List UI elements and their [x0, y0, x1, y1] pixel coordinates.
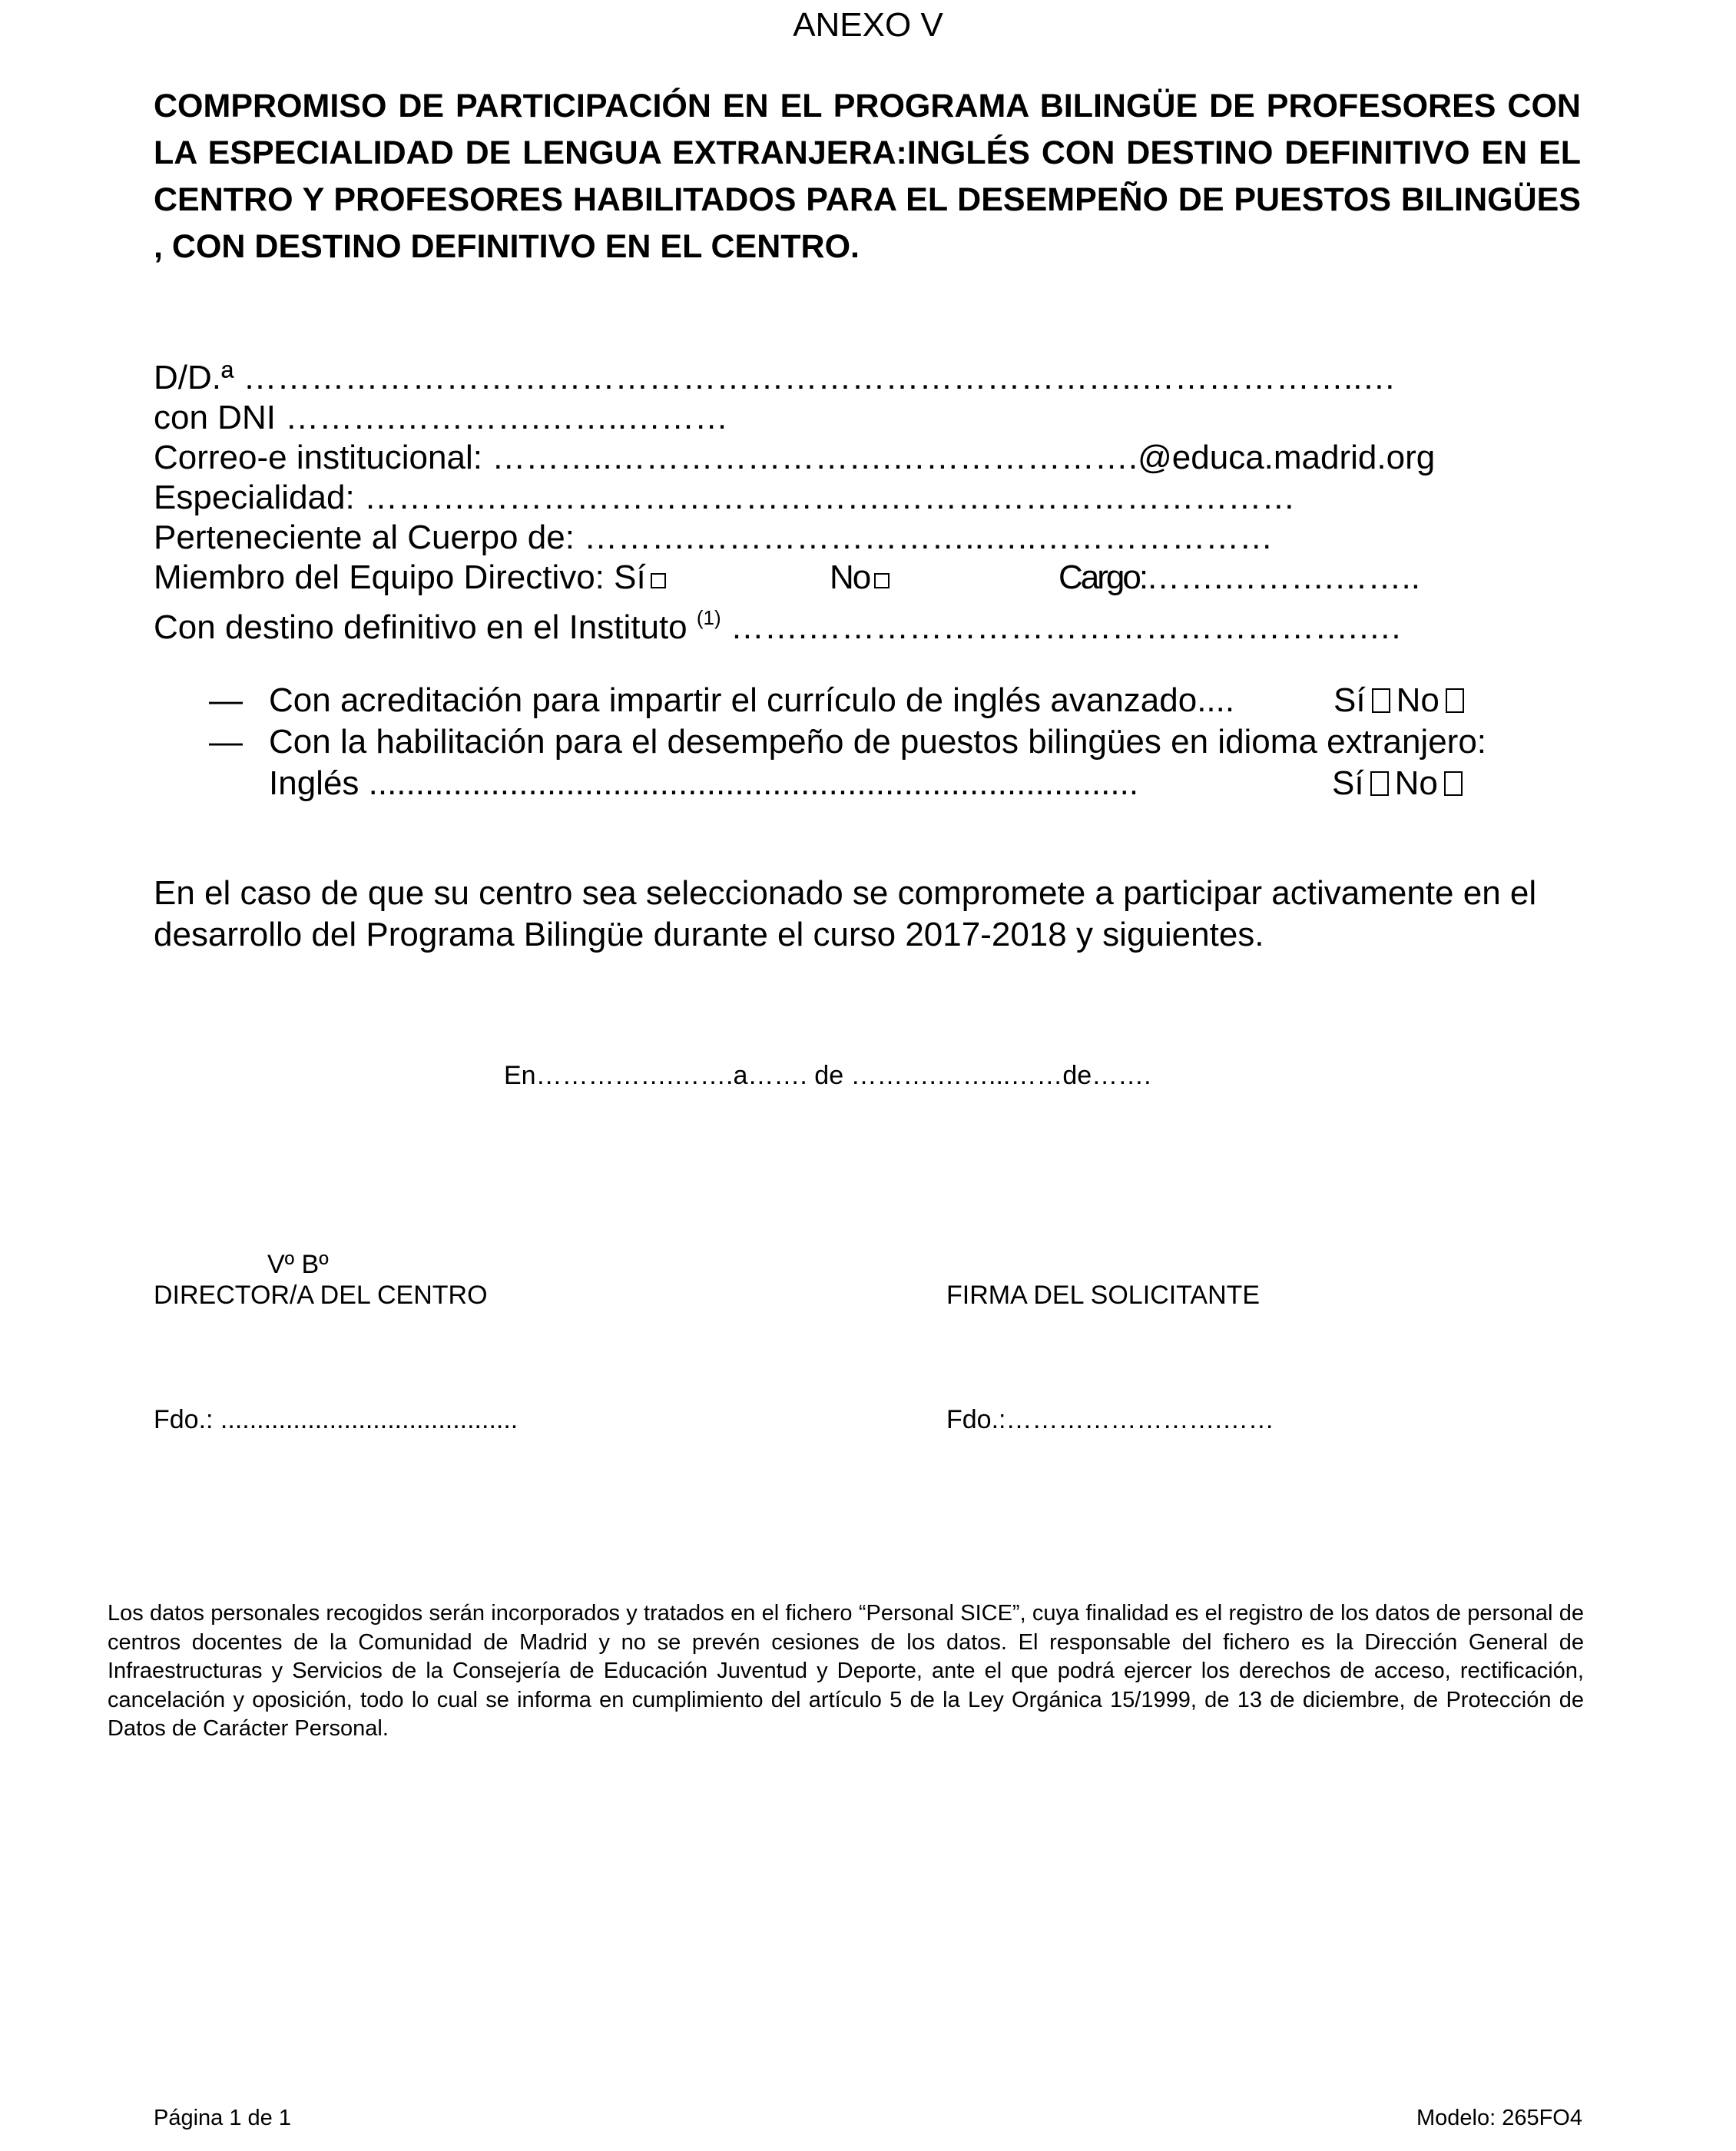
- item-accreditation: [209, 681, 1234, 721]
- field-board-label: Miembro del Equipo Directivo: Sí: [154, 558, 646, 596]
- board-cargo-blank[interactable]: …….……….……..: [1146, 558, 1420, 596]
- applicant-title: FIRMA DEL SOLICITANTE: [946, 1281, 1261, 1310]
- field-email-blank[interactable]: ………..…………………….…………………: [492, 439, 1128, 476]
- field-name: [154, 358, 1396, 398]
- field-email-suffix: .@educa.madrid.org: [1128, 439, 1436, 476]
- board-cargo-label: Cargo:: [1058, 558, 1147, 596]
- field-email: [154, 438, 1435, 478]
- item-habilitation-english: Inglés ..................................................................................: [269, 764, 1139, 802]
- privacy-notice: Los datos personales recogidos serán incorporados y tratados en el fichero “Personal SICE”, cuya finalidad es el registro de los datos de personal de centros docentes de la Comunidad de Madrid y no se prevén cesiones de los datos. El responsable del fichero es la Dirección General de Infraestructuras y Servicios de la Consejería de Educación Juventud y Deporte, ante el que podrá ejercer los derechos de acceso, rectificación, cancelación y oposición, todo lo cual se informa en cumplimiento del artículo 5 de la Ley Orgánica 15/1999, de 13 de diciembre, de Protección de Datos de Carácter Personal.: [108, 1601, 1584, 1741]
- place-date-line[interactable]: En…………….…….a……. de ……….……...……de…….: [504, 1061, 1151, 1090]
- field-dni-label: con DNI: [154, 399, 276, 436]
- document-heading: COMPROMISO DE PARTICIPACIÓN EN EL PROGRAMA BILINGÜE DE PROFESORES CON LA ESPECIALIDAD DE LENGUA EXTRANJERA:INGLÉS CON DESTINO DEFINITIVO EN EL CENTRO Y PROFESORES HABILITADOS PARA EL DESEMPEÑO DE PUESTOS BILINGÜES , CON DESTINO DEFINITIVO EN EL CENTRO.: [154, 88, 1581, 265]
- field-specialty-label: Especialidad:: [154, 479, 355, 516]
- destination-footnote-mark: (1): [696, 606, 721, 629]
- item-accreditation-text: Con acreditación para impartir el currículo de inglés avanzado....: [269, 681, 1235, 719]
- board-no-label: No: [830, 558, 870, 596]
- item-habilitation-text: Con la habilitación para el desempeño de puestos bilingües en idioma extranjero:: [269, 723, 1487, 761]
- board-yes-checkbox[interactable]: [651, 573, 666, 588]
- field-body-blank[interactable]: ……….……………………..…..…………………: [584, 519, 1274, 556]
- accreditation-no-checkbox[interactable]: [1446, 688, 1464, 713]
- model-number: Modelo: 265FO4: [1416, 2106, 1582, 2130]
- habilitation-no-checkbox[interactable]: [1444, 771, 1463, 796]
- item-dash: —: [209, 723, 243, 761]
- item-habilitation-yes-label: Sí: [1332, 764, 1364, 802]
- field-body-label: Perteneciente al Cuerpo de:: [154, 519, 575, 556]
- field-name-label: D/D.ª: [154, 359, 234, 396]
- field-dni: [154, 398, 728, 438]
- item-habilitation-no-label: No: [1394, 764, 1438, 802]
- field-specialty-blank[interactable]: ……….……………………………….………………………………: [363, 479, 1296, 516]
- field-email-label: Correo-e institucional:: [154, 439, 482, 476]
- field-destination: [154, 598, 1401, 648]
- director-title: DIRECTOR/A DEL CENTRO: [154, 1281, 488, 1310]
- annex-title: ANEXO V: [793, 6, 943, 44]
- item-accreditation-no-label: No: [1396, 681, 1439, 719]
- field-body: [154, 518, 1273, 558]
- item-habilitation: [209, 722, 1486, 762]
- item-dash: —: [209, 681, 243, 719]
- vobo-label: Vº Bº: [267, 1250, 329, 1279]
- field-destination-blank[interactable]: …….………………………………………….….: [730, 608, 1401, 646]
- commitment-paragraph: En el caso de que su centro sea seleccionado se compromete a participar activamente en el desarrollo del Programa Bilingüe durante el curso 2017-2018 y siguientes.: [154, 874, 1537, 953]
- page-number: Página 1 de 1: [154, 2106, 291, 2130]
- accreditation-yes-checkbox[interactable]: [1372, 688, 1390, 713]
- board-no-checkbox[interactable]: [874, 573, 890, 588]
- field-destination-label: Con destino definitivo en el Instituto: [154, 608, 687, 646]
- field-board: [154, 558, 1475, 598]
- item-habilitation-options: [1332, 764, 1469, 804]
- applicant-signature-line[interactable]: Fdo.:…………………….……: [946, 1405, 1274, 1434]
- item-accreditation-options: [1333, 681, 1470, 721]
- field-specialty: [154, 478, 1295, 518]
- field-name-blank[interactable]: ……………………………………………………………………..………………..…: [243, 359, 1396, 396]
- habilitation-yes-checkbox[interactable]: [1370, 771, 1389, 796]
- field-dni-blank[interactable]: ……….………….……..………: [285, 399, 729, 436]
- director-signature-line[interactable]: Fdo.: .........................................: [154, 1405, 518, 1434]
- item-accreditation-yes-label: Sí: [1333, 681, 1366, 719]
